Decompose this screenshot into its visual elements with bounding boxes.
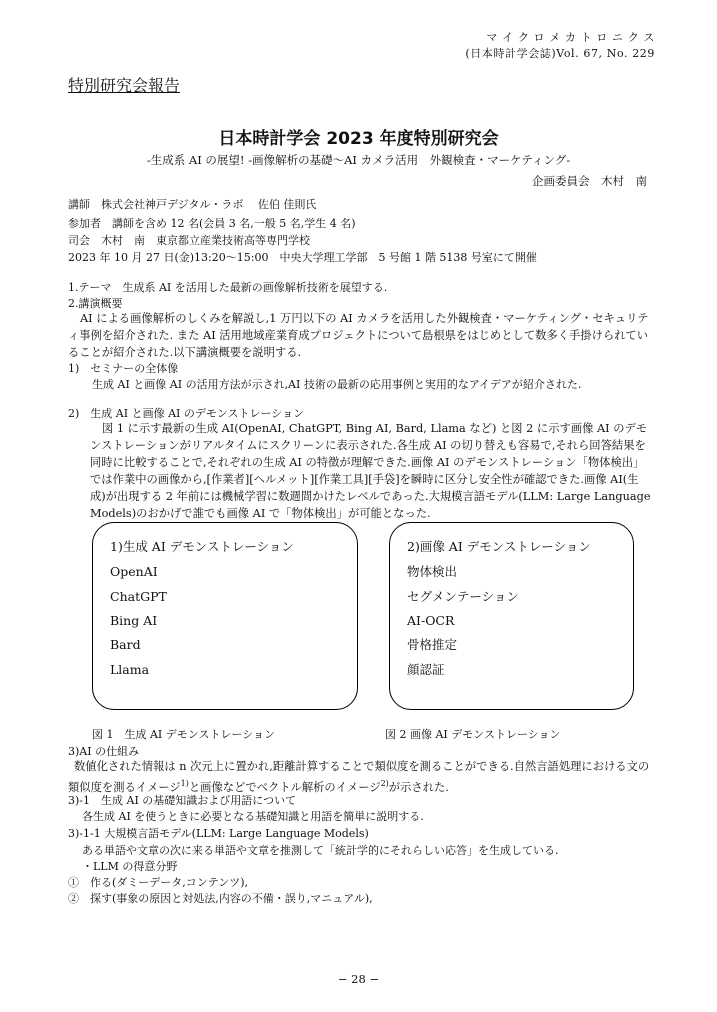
- figure-2-caption: 図 2 画像 AI デモンストレーション: [385, 728, 561, 741]
- author: 企画委員会 木村 南: [532, 174, 647, 188]
- subsection-3-1-text: 各生成 AI を使うときに必要となる基礎知識と用語を簡単に説明する.: [82, 810, 424, 823]
- figure-2-item: 骨格推定: [407, 637, 458, 652]
- section-label: 特別研究会報告: [68, 76, 181, 95]
- list-item: ① 作る(ダミーデータ,コンテンツ),: [68, 876, 249, 889]
- subsection-2-1: 1) セミナーの全体像: [68, 362, 179, 375]
- subsection-3-1-1: 3)-1-1 大規模言語モデル(LLM: Large Language Models): [68, 827, 369, 840]
- figure-1-caption: 図 1 生成 AI デモンストレーション: [92, 728, 276, 741]
- figure-1-item: Bard: [110, 637, 141, 652]
- figure-2-item: AI-OCR: [407, 613, 455, 628]
- section-1: 1.テーマ 生成系 AI を活用した最新の画像解析技術を展望する.: [68, 281, 388, 294]
- moderator: 司会 木村 南 東京都立産業技術高等専門学校: [68, 234, 310, 247]
- figure-2-item: セグメンテーション: [407, 589, 519, 604]
- figure-2-heading: 2)画像 AI デモンストレーション: [407, 539, 591, 554]
- figure-1-item: Bing AI: [110, 613, 158, 628]
- subsection-2-2-paragraph: 図 1 に示す最新の生成 AI(OpenAI, ChatGPT, Bing AI, Bard, Llama など) と図 2 に示す画像 AI のデモンストレーションがリアルタイムにスクリーンに表示された.各生成 AI の切り替えも容易で,それら回答結果を同時に比較することで,それぞれの生成 AI の特徴が理解できた.画像 AI のデモンストレーション「物体検出」では作業中の画像から,[作業者][ヘルメット][作業工具][手袋]を瞬時に区分し安全性が確認できた.画像 AI(生成)が出現する 2 年前には機械学習に数週間かけたレベルであった.大規模言語モデル(LLM: Large Language Models)のおかげで誰でも画像 AI で「物体検出」が可能となった.: [90, 422, 651, 520]
- figure-1-heading: 1)生成 AI デモンストレーション: [110, 539, 294, 554]
- section-2-heading: 2.講演概要: [68, 297, 123, 310]
- llm-strengths-heading: ・LLM の得意分野: [82, 860, 178, 873]
- participants: 参加者 講師を含め 12 名(会員 3 名,一般 5 名,学生 4 名): [68, 217, 356, 230]
- figure-2-item: 物体検出: [407, 564, 458, 579]
- section-3-paragraph: 数値化された情報は n 次元上に置かれ,距離計算することで類似度を測ることができる.自然言語処理における文の類似度を測るイメージ$^{1)}$と画像などでベクトル解析のイメージ$^{2)}$が示された.: [68, 760, 650, 794]
- journal-name: マ イ ク ロ メ カ ト ロ ニ ク ス: [486, 31, 655, 44]
- page-number: − 28 −: [337, 972, 380, 986]
- section-2-paragraph: AI による画像解析のしくみを解説し,1 万円以下の AI カメラを活用した外観検査・マーケティング・セキュリティ事例を紹介された. また AI 活用地域産業育成プロジェクトについて島根県をはじめとして数多く手掛けられていることが紹介された.以下講演概要を説明する.: [68, 312, 649, 359]
- date-venue: 2023 年 10 月 27 日(金)13:20〜15:00 中央大学理工学部 5 号館 1 階 5138 号室にて開催: [68, 251, 537, 264]
- journal-volume: (日本時計学会誌)Vol. 67, No. 229: [465, 47, 655, 60]
- list-item: ② 探す(事象の原因と対処法,内容の不備・誤り,マニュアル),: [68, 892, 373, 905]
- section-3-heading: 3)AI の仕組み: [68, 745, 140, 758]
- figure-2-item: 顔認証: [407, 662, 445, 677]
- page-title: 日本時計学会 2023 年度特別研究会: [218, 129, 499, 149]
- subtitle: -生成系 AI の展望! -画像解析の基礎〜AI カメラ活用 外観検査・マーケティング-: [146, 153, 571, 167]
- subsection-3-1-1-text: ある単語や文章の次に来る単語や文章を推測して「統計学的にそれらしい応答」を生成している.: [82, 844, 559, 857]
- subsection-2-1-text: 生成 AI と画像 AI の活用方法が示され,AI 技術の最新の応用事例と実用的なアイデアが紹介された.: [92, 378, 582, 391]
- figure-1-item: ChatGPT: [110, 589, 167, 604]
- figure-1-item: Llama: [110, 662, 150, 677]
- subsection-3-1: 3)-1 生成 AI の基礎知識および用語について: [68, 794, 297, 807]
- subsection-2-2: 2) 生成 AI と画像 AI のデモンストレーション: [68, 407, 305, 420]
- figure-1-item: OpenAI: [110, 564, 158, 579]
- lecturer: 講師 株式会社神戸デジタル・ラボ 佐伯 佳則氏: [68, 198, 317, 211]
